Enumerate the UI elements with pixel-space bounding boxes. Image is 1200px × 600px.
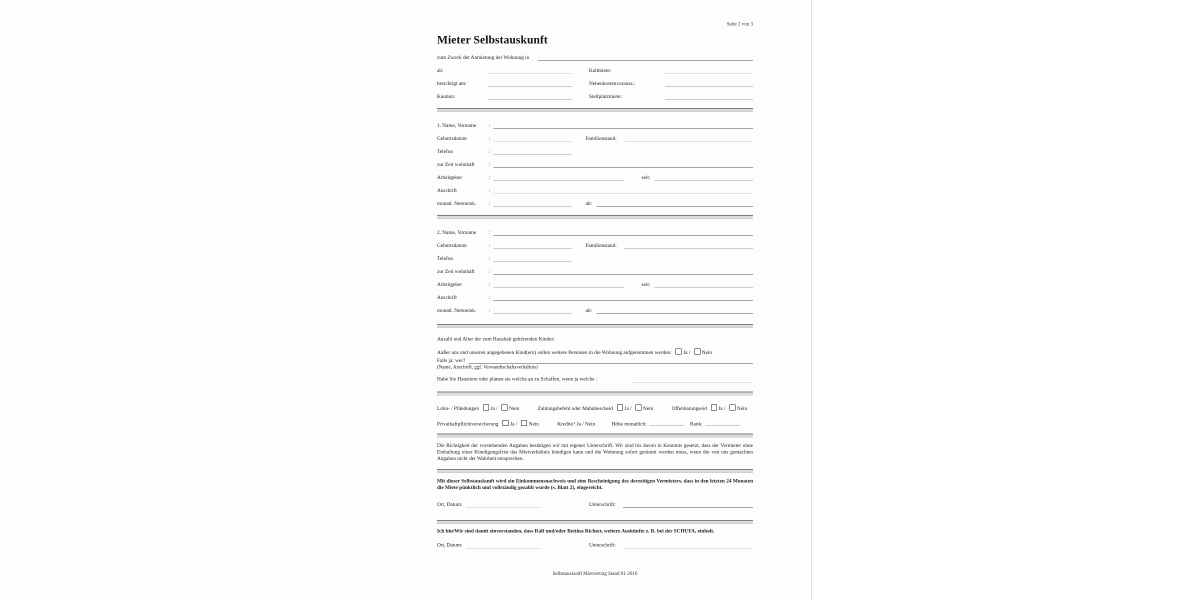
telefon-line — [494, 255, 572, 262]
nettoeink-row: monatl. Nettoeink. : ab: — [437, 301, 753, 314]
seit-label: seit: — [641, 175, 651, 181]
checkbox-ja — [711, 405, 717, 411]
telefon-label: Telefon — [437, 149, 453, 155]
name-label: 2. Name, Vorname — [437, 230, 477, 236]
signature-row-1 — [437, 501, 753, 508]
arbeitgeber-row: Arbeitgeber : seit: — [437, 168, 753, 181]
ab-line — [597, 200, 754, 207]
ab-seit-label: ab: — [585, 308, 592, 314]
name-line — [494, 229, 754, 236]
falls-ja-line — [468, 357, 753, 364]
page-title: Mieter Selbstauskunft — [437, 33, 548, 46]
wohnhaft-label: zur Zeit wohnhaft — [437, 162, 475, 168]
geburtsdatum-line — [494, 242, 572, 249]
besichtigt-label: besichtigt am: — [437, 81, 467, 87]
weitere-personen-row — [437, 349, 753, 357]
divider-rule — [437, 469, 753, 473]
nebenkosten-label: Nebenkostenvorausz.: — [589, 81, 636, 87]
divider-rule — [437, 108, 753, 112]
besichtigt-line — [488, 80, 572, 87]
divider-rule — [437, 215, 753, 219]
ab-line — [597, 307, 754, 314]
versicherung-row: Privathaftpflichtversicherung Ja / Nein Kredite? Ja / Nein Höhe monatlich: Bank: — [437, 419, 753, 428]
nebenkosten-line — [665, 80, 753, 87]
seit-label: seit: — [641, 282, 651, 288]
purpose-label: zum Zweck der Anmietung der Wohnung in — [437, 55, 530, 61]
seit-line — [655, 281, 754, 288]
nettoeink-line — [494, 200, 572, 207]
geburtsdatum-label: Geburtsdatum — [437, 243, 467, 249]
intro-row — [437, 87, 753, 100]
verwandtschaft-hint: (Name, Anschrift, ggf. Verwandtschaftsverhältnis) — [437, 364, 538, 370]
arbeitgeber-label: Arbeitgeber — [437, 175, 463, 181]
anschrift-label: Anschrift — [437, 188, 457, 194]
person-1-section — [437, 116, 753, 207]
page-edge-divider — [811, 0, 812, 600]
ja-label: Ja / — [683, 350, 691, 356]
stellplatz-line — [665, 93, 753, 100]
falls-ja-label: Falls ja: wer? — [437, 358, 466, 364]
intro-row — [437, 74, 753, 87]
falls-ja-row — [437, 357, 753, 364]
geburtsdatum-line — [494, 135, 572, 142]
name-label: 1. Name, Vorname — [437, 123, 477, 129]
geburtsdatum-row: Geburtsdatum : Familienstand: — [437, 129, 753, 142]
checkbox-nein — [521, 420, 527, 426]
anschrift-label: Anschrift — [437, 295, 457, 301]
checkbox-ja — [676, 349, 682, 355]
geburtsdatum-row: Geburtsdatum : Familienstand: — [437, 236, 753, 249]
checkbox-nein — [729, 405, 735, 411]
telefon-row: Telefon : — [437, 249, 753, 262]
signature-row-2 — [437, 542, 753, 549]
hoehe-line — [650, 419, 685, 426]
anschrift-line — [494, 187, 754, 194]
seit-line — [655, 174, 754, 181]
purpose-row — [437, 54, 753, 61]
telefon-line — [494, 148, 572, 155]
telefon-row: Telefon : — [437, 142, 753, 155]
telefon-label: Telefon — [437, 256, 453, 262]
ort-datum-line — [466, 501, 541, 508]
einkommensnachweis-paragraph: Mit dieser Selbstauskunft wird ein Einkommensnachweis und eine Bescheinigung des derzeitigen Vermieters, dass in den letzten 24 Monaten die Miete pünktlich und vollständig gezahlt wurde (s. Blatt 2), eingereicht. — [437, 478, 753, 491]
familienstand-label: Familienstand: — [585, 243, 617, 249]
intro-row — [437, 61, 753, 74]
name-row: 2. Name, Vorname : — [437, 223, 753, 236]
kaution-line — [488, 93, 572, 100]
unterschrift-label: Unterschrift: — [589, 542, 616, 548]
kaltmiete-label: Kaltmiete: — [589, 68, 612, 74]
wohnhaft-line — [494, 268, 754, 275]
mahnbescheid-label: Zahlungsbefehl oder Mahnbescheid — [537, 406, 613, 412]
lohn-pfaendungen-label: Lohn- / Pfändungen — [437, 406, 479, 412]
name-row: 1. Name, Vorname : — [437, 116, 753, 129]
wohnhaft-line — [494, 161, 754, 168]
familienstand-line — [625, 135, 754, 142]
anschrift-row: Anschrift : — [437, 181, 753, 194]
unterschrift-line — [623, 501, 753, 508]
page-number: Seite 2 von 3 — [726, 21, 753, 27]
ab-label: ab: — [437, 68, 444, 74]
checkbox-nein — [502, 405, 508, 411]
name-line — [494, 122, 754, 129]
checkbox-nein — [694, 349, 700, 355]
person-2-section — [437, 223, 753, 314]
weitere-personen-label: Außer uns und unseren angegebenen Kind(ern) sollen weitere Personen in die Wohnung aufgenommen werden: — [437, 350, 672, 356]
kaution-label: Kaution: — [437, 94, 456, 100]
privathaftpflicht-label: Privathaftpflichtversicherung — [437, 421, 499, 427]
stellplatz-label: Stellplatzmiete: — [589, 94, 622, 100]
intro-fields — [437, 61, 753, 100]
wohnhaft-row: zur Zeit wohnhaft : — [437, 155, 753, 168]
wohnhaft-row: zur Zeit wohnhaft : — [437, 262, 753, 275]
wohnhaft-label: zur Zeit wohnhaft — [437, 269, 475, 275]
ort-datum-line — [466, 542, 541, 549]
ab-seit-label: ab: — [585, 201, 592, 207]
checkbox-ja — [483, 405, 489, 411]
checkbox-nein — [636, 405, 642, 411]
checkbox-ja — [617, 405, 623, 411]
divider-rule — [437, 324, 753, 328]
form-content — [437, 0, 753, 600]
ort-datum-label: Ort, Datum: — [437, 542, 463, 548]
ort-datum-label: Ort, Datum: — [437, 502, 463, 508]
nettoeink-row: monatl. Nettoeink. : ab: — [437, 194, 753, 207]
pfaendung-row: Lohn- / Pfändungen Ja / Nein Zahlungsbefehl oder Mahnbescheid Ja / Nein Offenbarungseid Ja / Nein — [437, 406, 748, 412]
divider-rule — [437, 434, 753, 438]
schufa-consent: Ich bin/Wir sind damit einverstanden, dass Ralf und/oder Bettina Richter, weitere Auskünfte z. B. bei der SCHUFA, einholt. — [437, 528, 715, 534]
ab-line — [488, 67, 572, 74]
unterschrift-label: Unterschrift: — [589, 502, 616, 508]
haustiere-line — [632, 376, 753, 383]
checkbox-ja — [503, 420, 509, 426]
geburtsdatum-label: Geburtsdatum — [437, 136, 467, 142]
arbeitgeber-line — [494, 174, 625, 181]
kinder-label: Anzahl und Alter der zum Haushalt gehörenden Kinder: — [437, 336, 555, 342]
anschrift-row: Anschrift : — [437, 288, 753, 301]
bank-label: Bank: — [690, 421, 703, 427]
arbeitgeber-line — [494, 281, 625, 288]
haustiere-label: Habe Sie Haustiere oder planen sie welche an zu Schaffen, wenn ja welche : — [437, 376, 598, 382]
kaltmiete-line — [665, 67, 753, 74]
arbeitgeber-label: Arbeitgeber — [437, 282, 463, 288]
anschrift-line — [494, 294, 754, 301]
document-footer: Selbstauskunft Mietvertrag Stand 01-2016 — [552, 571, 638, 577]
haustiere-row — [437, 376, 753, 383]
nettoeink-line — [494, 307, 572, 314]
familienstand-label: Familienstand: — [585, 136, 617, 142]
kredite-label: Kredite? Ja / Nein — [557, 421, 596, 427]
unterschrift-line — [623, 542, 753, 549]
nein-label: Nein — [701, 350, 712, 356]
divider-rule — [437, 392, 753, 396]
divider-rule — [437, 520, 753, 524]
arbeitgeber-row: Arbeitgeber : seit: — [437, 275, 753, 288]
offenbarungseid-label: Offenbarungseid — [671, 406, 707, 412]
hoehe-monatlich-label: Höhe monatlich: — [611, 421, 647, 427]
familienstand-line — [625, 242, 754, 249]
nettoeink-label: monatl. Nettoeink. — [437, 201, 477, 207]
bank-line — [706, 419, 741, 426]
richtigkeit-paragraph: Die Richtigkeit der vorstehenden Angaben bestätigen wir mit eigener Unterschrift. Wir sind bis davon in Kenntnis gesetzt, dass der Vermieter ohne Einhaltung einer Kündigungsfrist das Mietverhältnis kündigen kann und die Wohnung sofort geräumt werden muss, wenn die von uns gemachten Angaben nicht der Wahrheit entsprechen. — [437, 443, 753, 462]
purpose-line — [538, 54, 753, 61]
nettoeink-label: monatl. Nettoeink. — [437, 308, 477, 314]
